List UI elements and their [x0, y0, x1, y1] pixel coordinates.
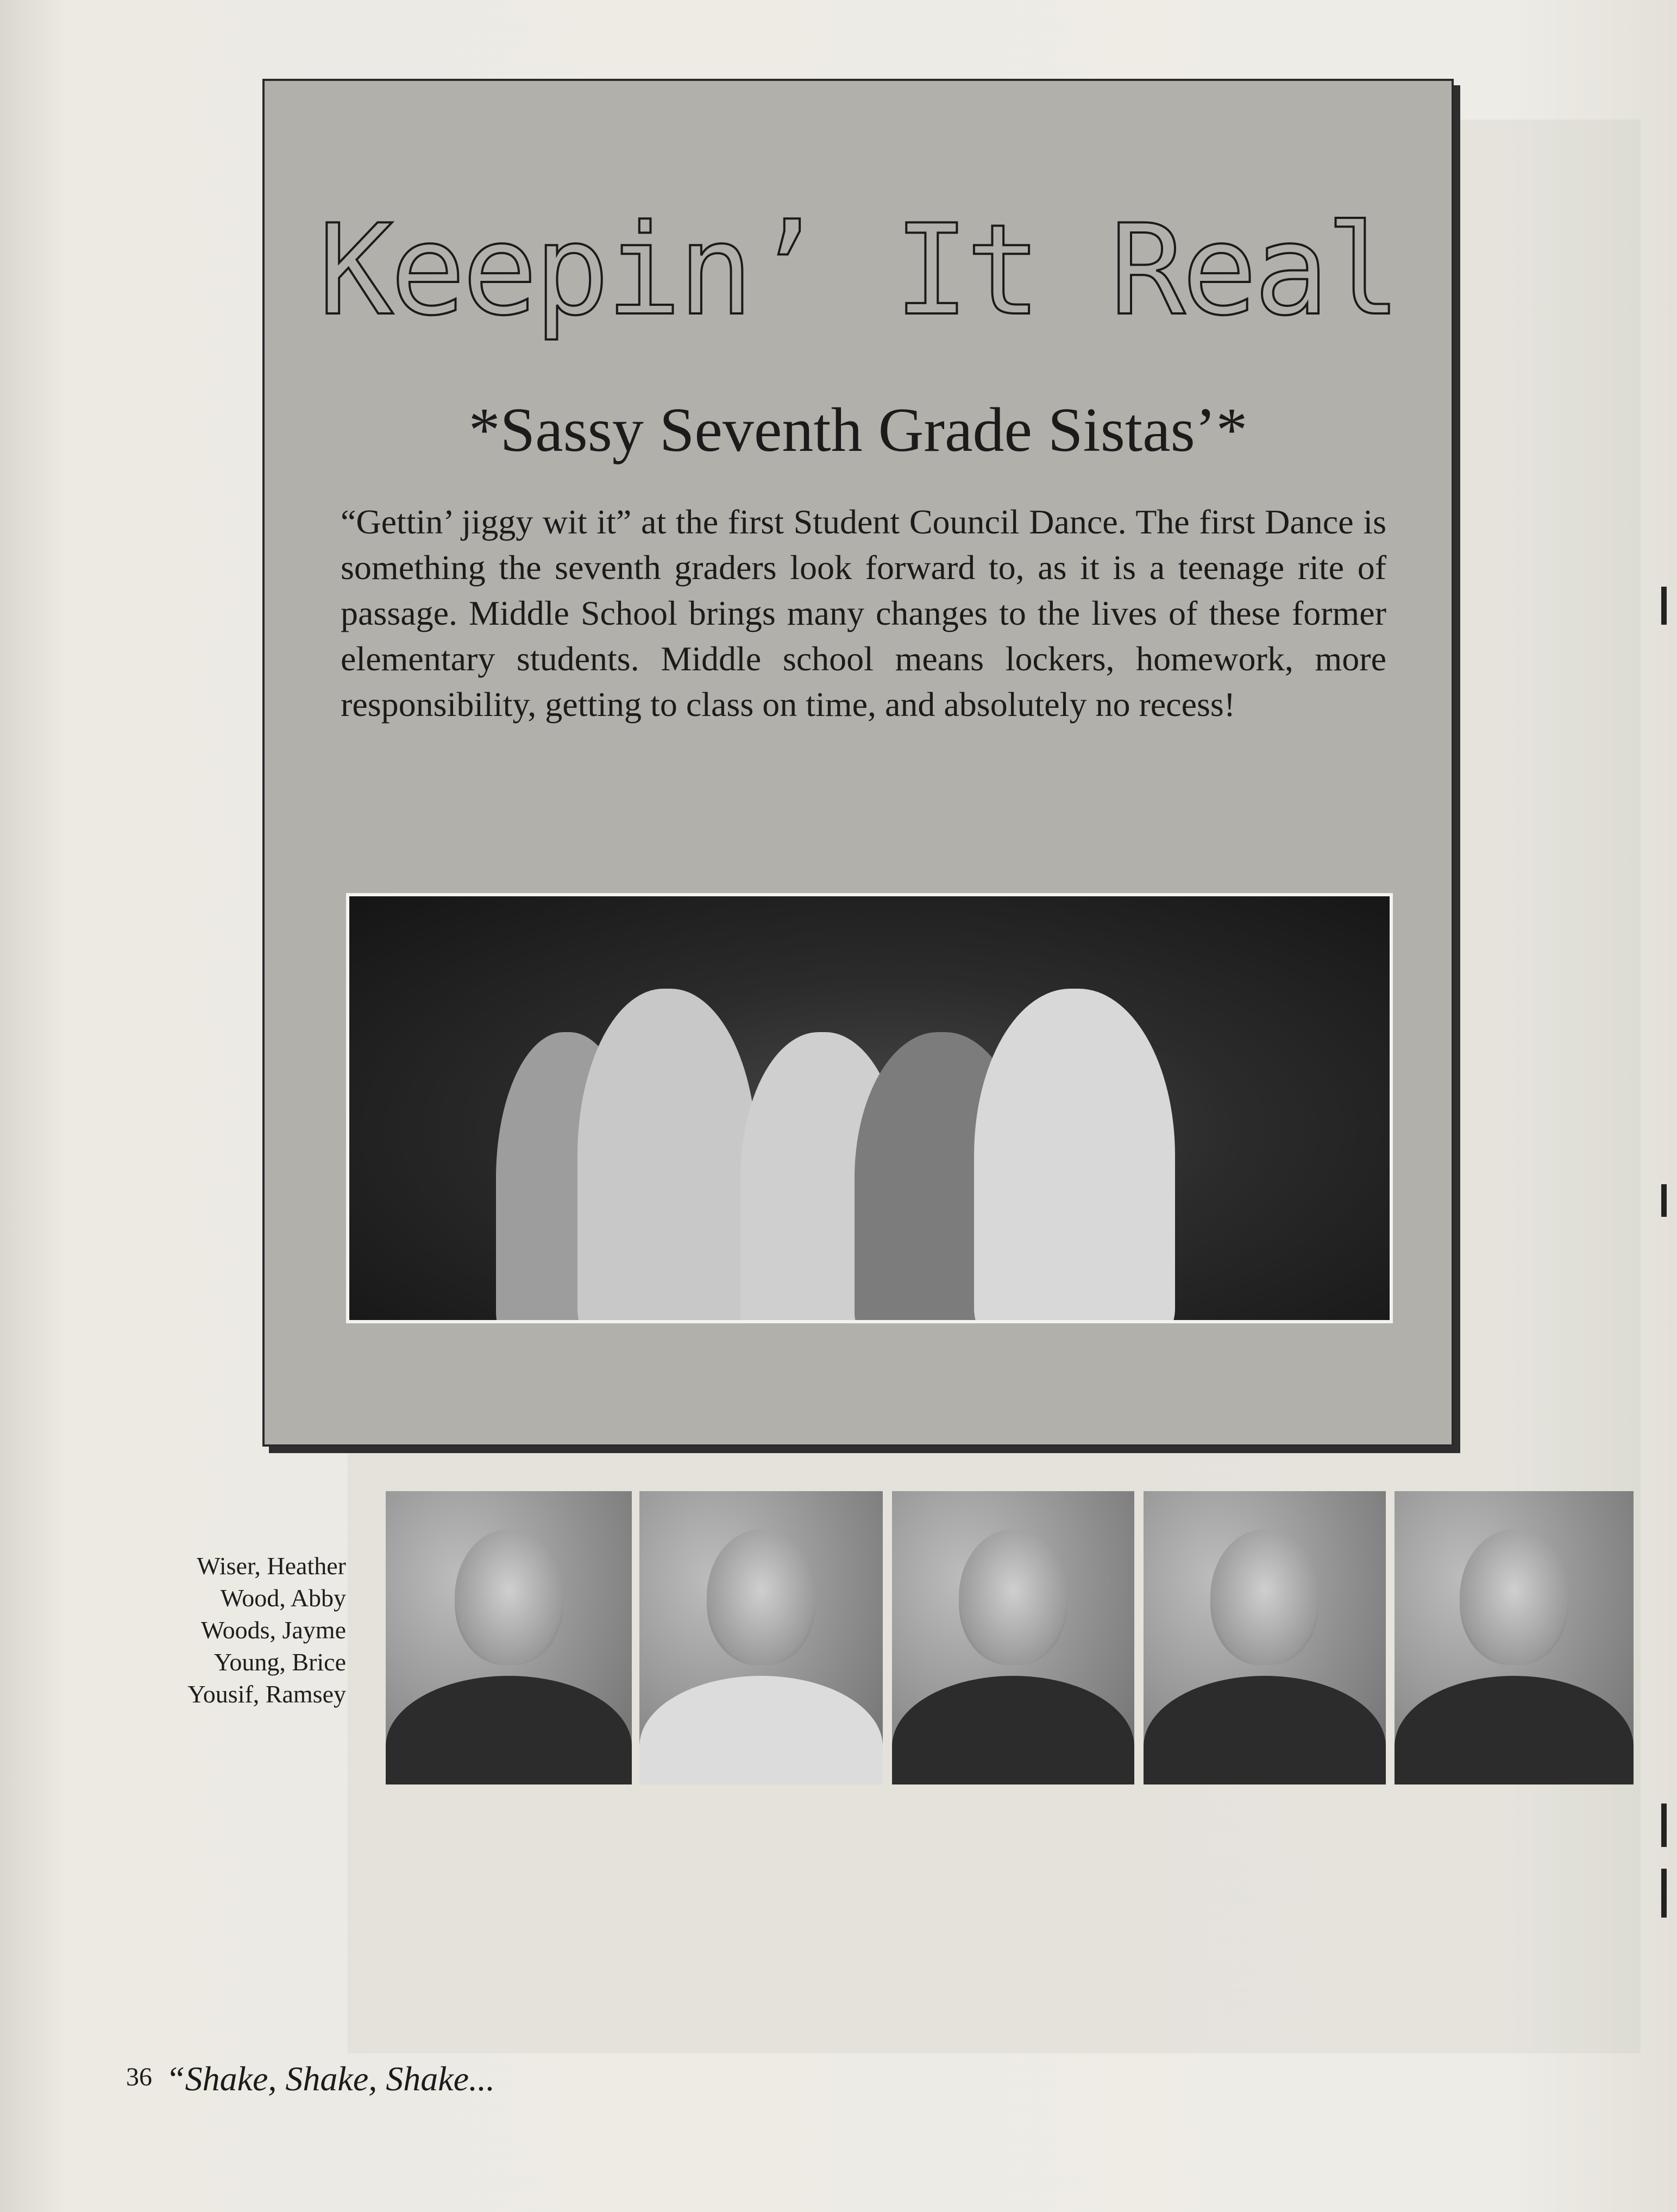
feature-headline: Keepin’ It Real — [318, 198, 1398, 343]
binding-mark — [1661, 1803, 1667, 1847]
student-portrait — [639, 1491, 883, 1784]
portrait-head — [707, 1529, 815, 1665]
portrait-shoulders — [1144, 1676, 1386, 1784]
student-portrait — [892, 1491, 1134, 1784]
portrait-head — [455, 1529, 563, 1665]
student-portrait — [386, 1491, 632, 1784]
student-portrait — [1395, 1491, 1634, 1784]
portrait-shoulders — [1395, 1676, 1634, 1784]
portrait-name: Woods, Jayme — [200, 1616, 346, 1644]
photo-figure — [577, 989, 757, 1323]
footer-tagline: “Shake, Shake, Shake... — [166, 2059, 495, 2098]
portrait-name: Wiser, Heather — [197, 1552, 346, 1580]
portrait-head — [1210, 1529, 1319, 1665]
feature-box — [262, 79, 1454, 1447]
portrait-name: Yousif, Ramsey — [187, 1680, 346, 1708]
portrait-shoulders — [639, 1676, 883, 1784]
portrait-name: Wood, Abby — [220, 1584, 346, 1612]
binding-mark — [1661, 1184, 1667, 1217]
portrait-head — [959, 1529, 1067, 1665]
portrait-head — [1460, 1529, 1568, 1665]
binding-mark — [1661, 587, 1667, 625]
portrait-shoulders — [386, 1676, 632, 1784]
page-number: 36 — [126, 2063, 152, 2091]
feature-subhead: *Sassy Seventh Grade Sistas’* — [468, 395, 1248, 465]
portrait-name-list — [74, 1550, 346, 1710]
dance-group-photo — [346, 893, 1393, 1323]
portrait-shoulders — [892, 1676, 1134, 1784]
student-portrait — [1144, 1491, 1386, 1784]
feature-body: “Gettin’ jiggy wit it” at the first Student Council Dance. The first Dance is something the seventh graders look forward to, as it is a teenage rite of passage. Middle School brings many changes to the lives of these former elementary students. Middle school means lockers, homework, more responsibility, getting to class on time, and absolutely no recess! — [341, 502, 1386, 724]
binding-mark — [1661, 1869, 1667, 1918]
portrait-name: Young, Brice — [213, 1648, 346, 1676]
photo-figure — [974, 989, 1175, 1323]
